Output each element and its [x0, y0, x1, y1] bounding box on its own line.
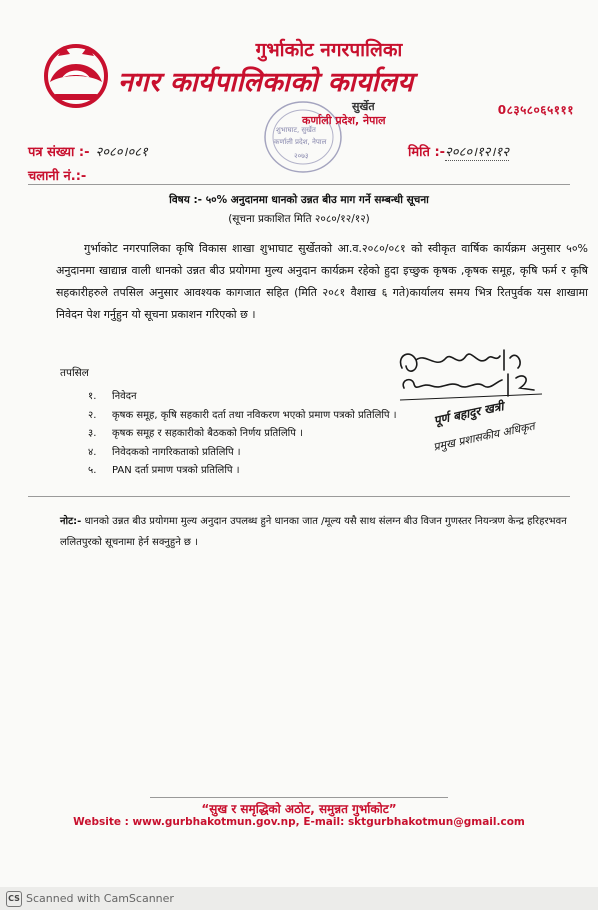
reference-label: पत्र संख्या :-: [28, 145, 90, 160]
reference-value: २०८०।०८१: [95, 145, 148, 160]
date-label: मिति :-: [408, 145, 446, 160]
notice-body: [56, 238, 588, 326]
email-label: E-mail:: [303, 816, 345, 828]
date-value: २०८०।१२।१२: [445, 145, 509, 160]
municipality-motto: “सुख र समृद्धिको अठोट, समुन्नत गुर्भाकोट”: [201, 802, 397, 816]
signatory-post: प्रमुख प्रशासकीय अधिकृत: [432, 419, 536, 454]
stamp-text-1: शुभाघाट, सुर्खेत: [276, 126, 316, 134]
camscanner-icon: CS: [6, 891, 22, 907]
office-name: नगर कार्यपालिकाको कार्यालय: [118, 67, 414, 98]
publish-date: (सूचना प्रकाशित मिति २०८०/१२/१२): [228, 213, 370, 225]
office-phone: 0८३५८०६५१११: [497, 103, 574, 117]
required-documents-list: [88, 388, 397, 481]
list-item: ४. निवेदकको नागरिकताको प्रतिलिपि ।: [88, 446, 241, 458]
letter-date: [408, 142, 509, 160]
website-link[interactable]: www.gurbhakotmun.gov.np,: [132, 816, 300, 828]
list-item: ५. PAN दर्ता प्रमाण पत्रको प्रतिलिपि ।: [88, 465, 240, 476]
note-text: धानको उन्नत बीउ प्रयोगमा मुल्य अनुदान उपलब्ध हुने धानका जात /मूल्य यसै साथ संलग्न बीउ विजन गुणस्तर नियन्त्रण केन्द्र हरिहरभवन ललितपुरको सूचनामा हेर्न सक्नुहुने छ ।: [60, 516, 567, 548]
stamp-text-2: कर्णाली प्रदेश, नेपाल: [274, 138, 327, 146]
address-line-2: कर्णाली प्रदेश, नेपाल: [302, 114, 386, 127]
municipality-name: गुर्भाकोट नगरपालिका: [255, 39, 403, 61]
list-heading: तपसिल: [60, 367, 89, 379]
header-divider: [28, 184, 570, 185]
list-item: ३. कृषक समूह र सहकारीको बैठकको निर्णय प्रतिलिपि ।: [88, 428, 303, 439]
scanner-text: Scanned with CamScanner: [26, 892, 174, 905]
scanner-watermark: [0, 887, 598, 910]
website-label: Website :: [73, 816, 129, 828]
note-label: नोट:-: [60, 516, 82, 527]
reference-number: [28, 142, 148, 160]
contact-line: [0, 816, 598, 828]
list-item: १. निवेदन: [88, 391, 137, 402]
notice-subject: विषय :- ५०% अनुदानमा धानको उन्नत बीउ माग गर्ने सम्बन्धी सूचना: [169, 194, 429, 206]
office-address: [302, 100, 386, 128]
notice-note: [60, 511, 590, 553]
signatory-name: पूर्ण बहादुर खत्री: [432, 399, 505, 428]
footer-divider: [150, 797, 448, 798]
body-paragraph: गुर्भाकोट नगरपालिका कृषि विकास शाखा शुभाघाट सुर्खेतको आ.व.२०८०/०८१ को स्वीकृत वार्षिक कार्यक्रम अनुसार ५०% अनुदानमा खाद्यान्न वाली धानको उन्नत बीउ प्रयोगमा मुल्य अनुदान कार्यक्रम रहेको हुदा इच्छुक कृषक ,कृषक समूह, कृषि फर्म र कृषि सहकारीहरुले तपसिल अनुसार आवश्यक कागजात सहित (मिति २०८१ वैशाख ६ गते)कार्यालय समय भित्र रितपुर्वक यस शाखामा निवेदन पेश गर्नुहुन यो सूचना प्रकाशन गरिएको छ ।: [56, 242, 588, 321]
list-item: २. कृषक समूह, कृषि सहकारी दर्ता तथा नविकरण भएको प्रमाण पत्रको प्रतिलिपि ।: [88, 409, 397, 421]
email-link[interactable]: sktgurbhakotmun@gmail.com: [347, 816, 525, 828]
note-divider: [28, 496, 570, 497]
dispatch-number-label: चलानी नं.:-: [28, 169, 87, 184]
address-line-1: सुर्खेत: [352, 100, 375, 113]
stamp-text-3: २०७३: [294, 152, 309, 160]
